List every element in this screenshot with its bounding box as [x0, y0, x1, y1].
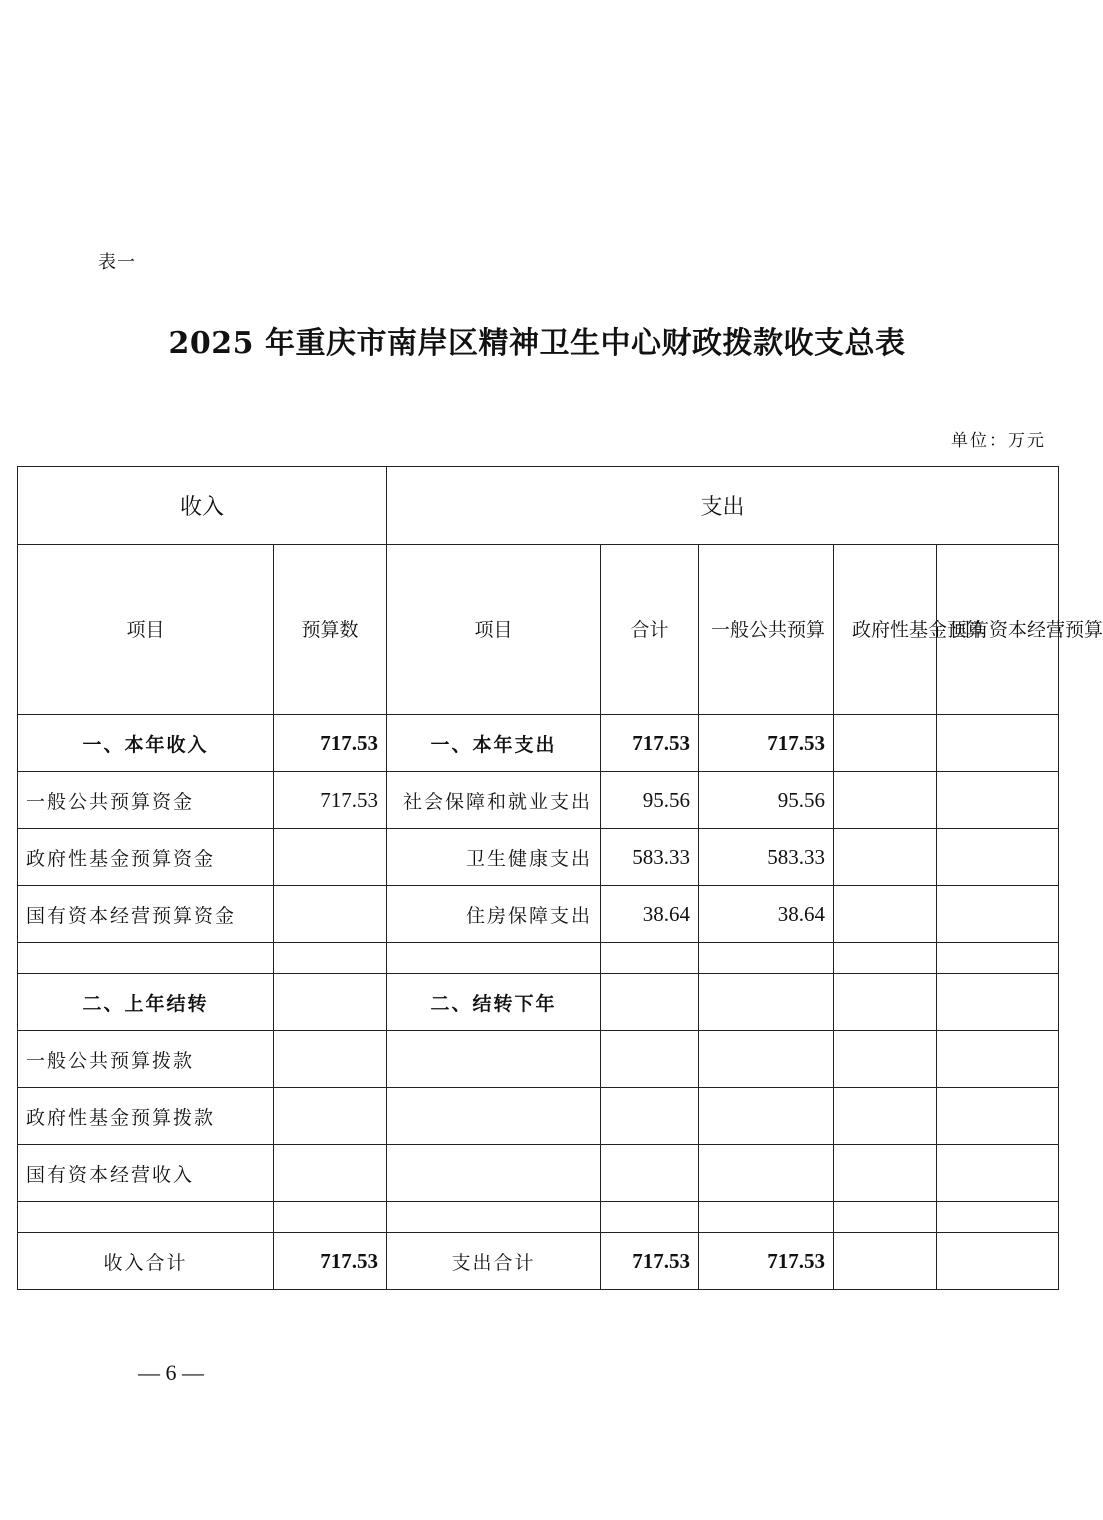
gov-fund-amount: [834, 1233, 937, 1290]
expenditure-item: [387, 1145, 601, 1202]
income-item: [18, 943, 274, 974]
total-amount: [601, 1031, 699, 1088]
income-total-label: 收入合计: [18, 1233, 274, 1290]
gov-fund-amount: [834, 1145, 937, 1202]
general-budget-header: 一般公共预算: [699, 545, 834, 715]
income-item: 政府性基金预算资金: [18, 829, 274, 886]
general-budget-amount: [699, 974, 834, 1031]
header-row-sub: [18, 545, 1059, 715]
gov-fund-amount: [834, 715, 937, 772]
table-row: [18, 1088, 1059, 1145]
header-row-top: [18, 467, 1059, 545]
income-item-header: 项目: [18, 545, 274, 715]
income-amount: [274, 1145, 387, 1202]
table-label: 表一: [98, 252, 136, 273]
table-row: [18, 974, 1059, 1031]
state-capital-amount: [937, 1145, 1059, 1202]
state-capital-amount: [937, 1233, 1059, 1290]
expenditure-header: 支出: [387, 467, 1059, 545]
state-capital-amount: [937, 943, 1059, 974]
income-item: 二、上年结转: [18, 974, 274, 1031]
income-amount: 717.53: [274, 715, 387, 772]
page-number: — 6 —: [138, 1360, 204, 1385]
general-budget-amount: [699, 1088, 834, 1145]
total-amount: [601, 1145, 699, 1202]
table-row-empty: [18, 1202, 1059, 1233]
state-capital-amount: [937, 772, 1059, 829]
unit-label: 单位：万元: [951, 431, 1046, 451]
total-amount: 717.53: [601, 1233, 699, 1290]
state-capital-amount: [937, 829, 1059, 886]
expenditure-item: 一、本年支出: [387, 715, 601, 772]
income-item: 国有资本经营预算资金: [18, 886, 274, 943]
income-total-amount: 717.53: [274, 1233, 387, 1290]
general-budget-amount: 717.53: [699, 1233, 834, 1290]
income-item: [18, 1202, 274, 1233]
expenditure-item: [387, 1202, 601, 1233]
expenditure-total-label: 支出合计: [387, 1233, 601, 1290]
table-row: [18, 715, 1059, 772]
gov-fund-amount: [834, 943, 937, 974]
income-item: 政府性基金预算拨款: [18, 1088, 274, 1145]
income-amount: 717.53: [274, 772, 387, 829]
total-amount: 95.56: [601, 772, 699, 829]
total-amount: 38.64: [601, 886, 699, 943]
income-item: 国有资本经营收入: [18, 1145, 274, 1202]
income-item: 一般公共预算拨款: [18, 1031, 274, 1088]
state-capital-amount: [937, 1031, 1059, 1088]
table-row-total: [18, 1233, 1059, 1290]
table-row: [18, 829, 1059, 886]
total-header: 合计: [601, 545, 699, 715]
total-amount: [601, 1202, 699, 1233]
total-amount: [601, 974, 699, 1031]
expenditure-item: 社会保障和就业支出: [387, 772, 601, 829]
state-capital-amount: [937, 1202, 1059, 1233]
total-amount: 717.53: [601, 715, 699, 772]
total-amount: 583.33: [601, 829, 699, 886]
expenditure-item: [387, 1088, 601, 1145]
state-capital-budget-header: 国有资本经营预算: [937, 545, 1059, 715]
document-title: 2025 年重庆市南岸区精神卫生中心财政拨款收支总表: [168, 326, 906, 361]
budget-amount-header: 预算数: [274, 545, 387, 715]
income-amount: [274, 943, 387, 974]
expenditure-item-header: 项目: [387, 545, 601, 715]
general-budget-amount: [699, 1031, 834, 1088]
gov-fund-amount: [834, 974, 937, 1031]
state-capital-amount: [937, 886, 1059, 943]
income-amount: [274, 1202, 387, 1233]
general-budget-amount: [699, 1202, 834, 1233]
income-amount: [274, 974, 387, 1031]
table-row: [18, 886, 1059, 943]
table-row: [18, 1031, 1059, 1088]
income-item: 一、本年收入: [18, 715, 274, 772]
general-budget-amount: 95.56: [699, 772, 834, 829]
gov-fund-amount: [834, 829, 937, 886]
expenditure-item: [387, 943, 601, 974]
gov-fund-budget-header: 政府性基金预算: [834, 545, 937, 715]
general-budget-amount: 38.64: [699, 886, 834, 943]
state-capital-amount: [937, 715, 1059, 772]
gov-fund-amount: [834, 772, 937, 829]
general-budget-amount: 583.33: [699, 829, 834, 886]
gov-fund-amount: [834, 1088, 937, 1145]
state-capital-amount: [937, 974, 1059, 1031]
expenditure-item: 二、结转下年: [387, 974, 601, 1031]
total-amount: [601, 943, 699, 974]
income-amount: [274, 1031, 387, 1088]
state-capital-amount: [937, 1088, 1059, 1145]
total-amount: [601, 1088, 699, 1145]
gov-fund-amount: [834, 1202, 937, 1233]
income-amount: [274, 886, 387, 943]
income-amount: [274, 1088, 387, 1145]
expenditure-item: 卫生健康支出: [387, 829, 601, 886]
gov-fund-amount: [834, 886, 937, 943]
expenditure-item: 住房保障支出: [387, 886, 601, 943]
budget-summary-table: [17, 466, 1103, 1290]
general-budget-amount: 717.53: [699, 715, 834, 772]
gov-fund-amount: [834, 1031, 937, 1088]
income-header: 收入: [18, 467, 387, 545]
table-row: [18, 1145, 1059, 1202]
table-row: [18, 772, 1059, 829]
general-budget-amount: [699, 943, 834, 974]
expenditure-item: [387, 1031, 601, 1088]
income-amount: [274, 829, 387, 886]
income-item: 一般公共预算资金: [18, 772, 274, 829]
table-row-empty: [18, 943, 1059, 974]
general-budget-amount: [699, 1145, 834, 1202]
